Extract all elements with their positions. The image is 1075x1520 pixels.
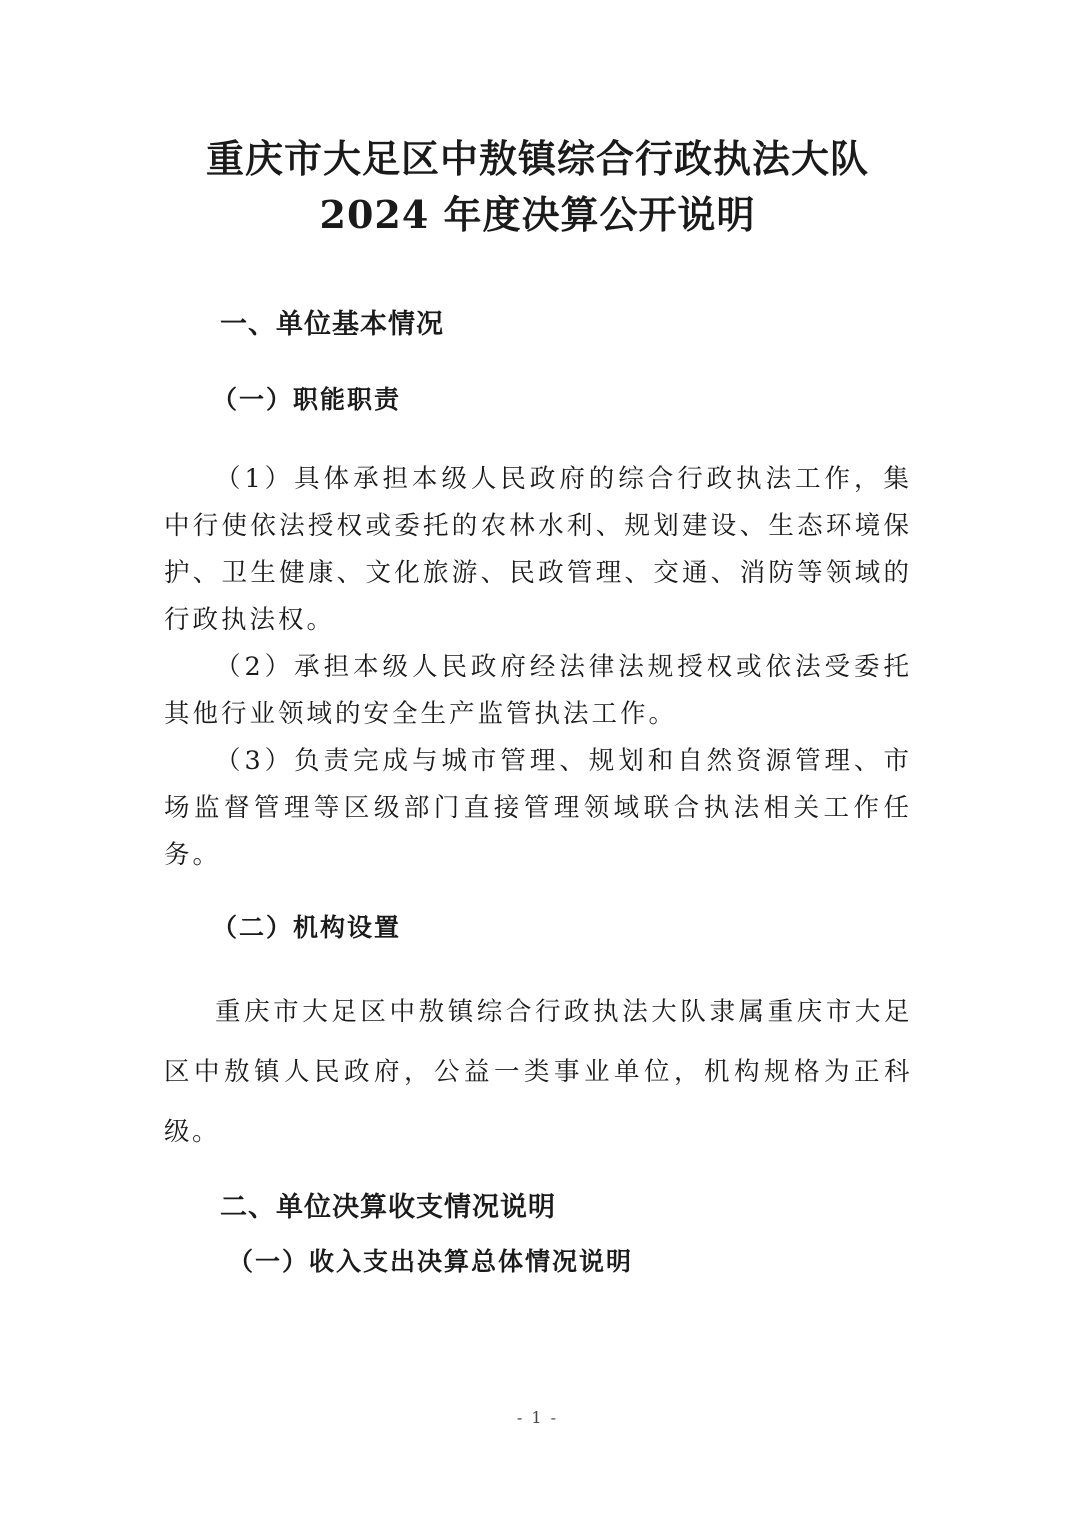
organization-paragraph: 重庆市大足区中敖镇综合行政执法大队隶属重庆市大足区中敖镇人民政府，公益一类事业单位，机构规格为正科级。 bbox=[164, 997, 912, 1147]
subsection-heading-organization: （二）机构设置 bbox=[212, 913, 402, 942]
function-paragraph-1: （1）具体承担本级人民政府的综合行政执法工作，集中行使依法授权或委托的农林水利、规划建设、生态环境保护、卫生健康、文化旅游、民政管理、交通、消防等领域的行政执法权。 bbox=[164, 464, 912, 635]
subsection-heading-income-expenditure: （一）收入支出决算总体情况说明 bbox=[228, 1247, 634, 1276]
subsection-heading-functions: （一）职能职责 bbox=[212, 385, 402, 414]
document-title-line1: 重庆市大足区中敖镇综合行政执法大队 bbox=[205, 136, 869, 181]
section-heading-final-accounts: 二、单位决算收支情况说明 bbox=[220, 1192, 556, 1223]
function-paragraph-2: （2）承担本级人民政府经法律法规授权或依法受委托其他行业领域的安全生产监管执法工作。 bbox=[164, 652, 912, 729]
function-paragraph-3: （3）负责完成与城市管理、规划和自然资源管理、市场监督管理等区级部门直接管理领域联合执法相关工作任务。 bbox=[164, 746, 912, 870]
page-number: - 1 - bbox=[516, 1408, 559, 1427]
document-title-line2: 2024 年度决算公开说明 bbox=[319, 192, 756, 237]
section-heading-unit-basic-info: 一、单位基本情况 bbox=[220, 309, 444, 340]
